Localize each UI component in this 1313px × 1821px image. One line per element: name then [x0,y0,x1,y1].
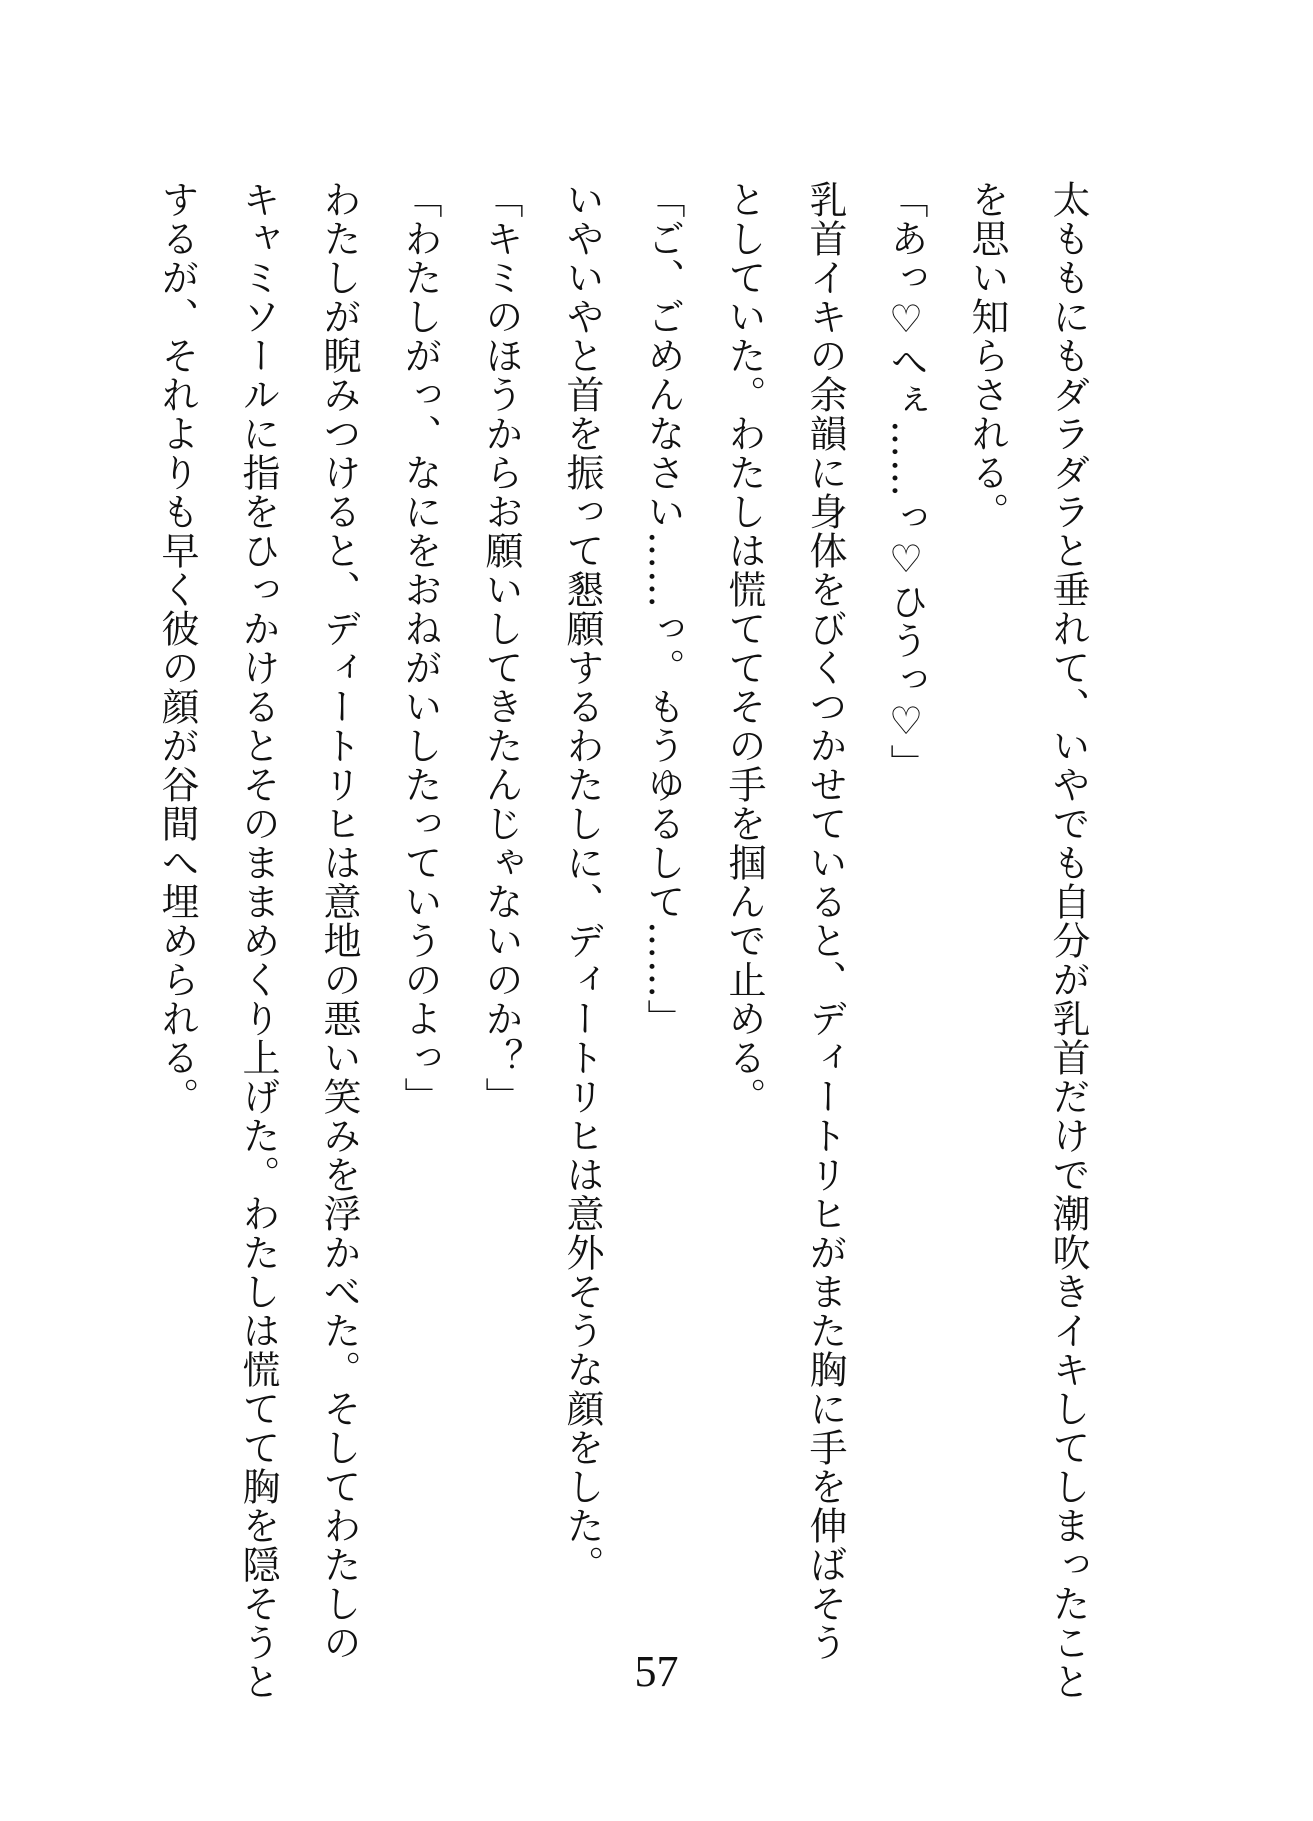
text-line-9: 「わたしがっ、なにをおねがいしたっていうのよっ」 [398,180,442,1116]
text-line-6: 「ご、ごめんなさい……っ。もうゆるして……」 [641,180,685,1038]
text-line-12: するが、それよりも早く彼の顔が谷間へ埋められる。 [155,180,199,1116]
text-line-5: としていた。わたしは慌ててその手を掴んで止める。 [722,180,766,1116]
text-line-7: いやいやと首を振って懇願するわたしに、ディートリヒは意外そうな顔をした。 [560,180,604,1584]
text-line-10: わたしが睨みつけると、ディートリヒは意地の悪い笑みを浮かべた。そしてわたしの [317,180,361,1662]
text-line-11: キャミソールに指をひっかけるとそのままめくり上げた。わたしは慌てて胸を隠そうと [236,180,280,1701]
text-line-4: 乳首イキの余韻に身体をびくつかせていると、ディートリヒがまた胸に手を伸ばそう [803,180,847,1662]
text-line-2: を思い知らされる。 [965,180,1009,531]
vertical-text-block [136,180,1108,1701]
text-line-3: 「あっ♡へぇ……っ♡ひうっ♡」 [884,180,928,783]
text-line-8: 「キミのほうからお願いしてきたんじゃないのか？」 [479,180,523,1116]
page-number: 57 [634,1647,679,1696]
text-line-1: 太ももにもダラダラと垂れて、いやでも自分が乳首だけで潮吹きイキしてしまったこと [1046,180,1090,1701]
